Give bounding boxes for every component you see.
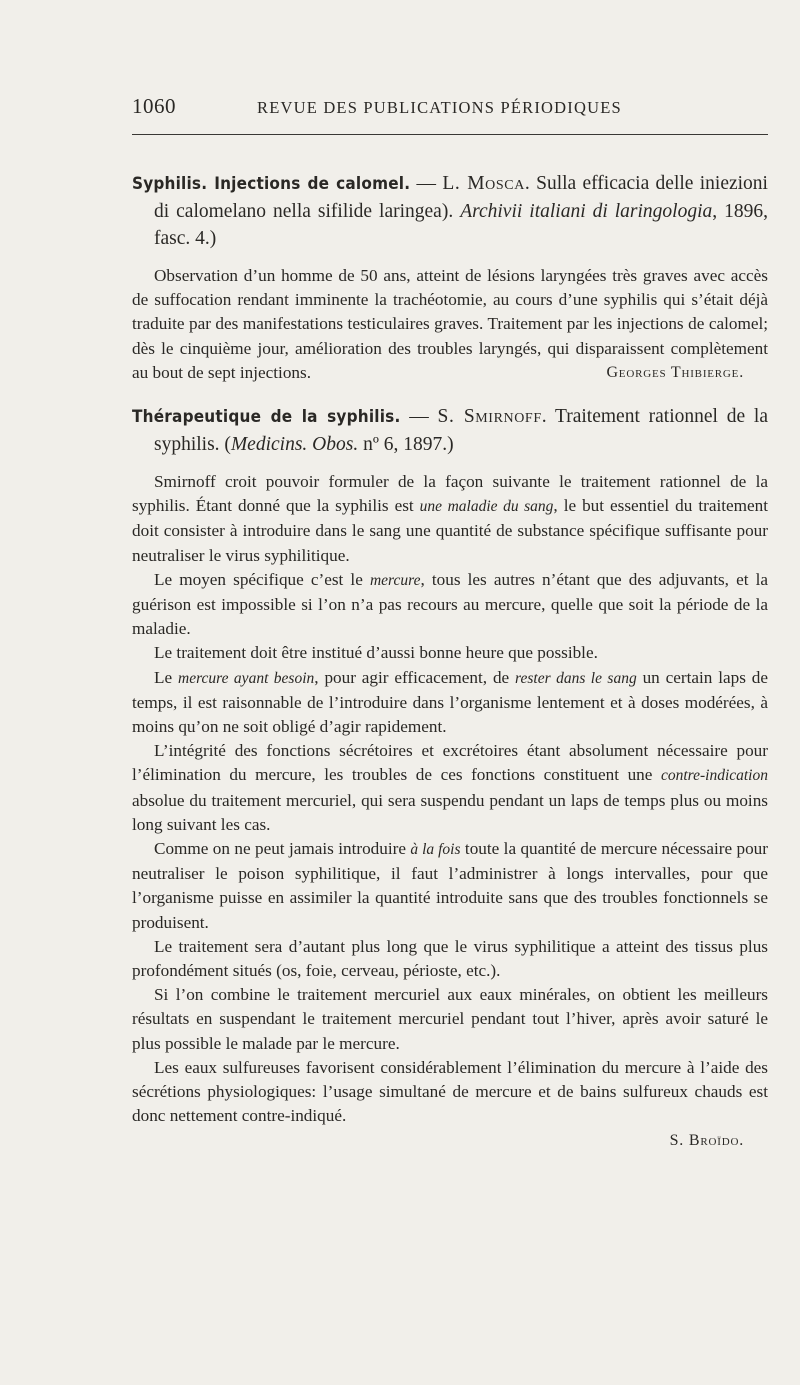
article-paragraph: Les eaux sulfureuses favorisent considérablement l’élimination du mercure à l’aide des sécrétions physiologiques: l’usage simultané de mercure et de bains sulfureux chauds est donc nettement contre-indiqué. xyxy=(132,1057,768,1126)
emphasis-text: à la fois xyxy=(410,841,461,859)
article-paragraph: Le traitement doit être institué d’aussi bonne heure que possible. xyxy=(154,643,598,663)
running-title: REVUE DES PUBLICATIONS PÉRIODIQUES xyxy=(257,98,622,117)
article-citation: nº 6, 1897.) xyxy=(358,434,454,456)
paragraph-text: , pour agir efficacement, de xyxy=(314,667,516,687)
article-title: . Traitement rationnel de la syphilis. ( xyxy=(154,406,768,456)
article-paragraph xyxy=(132,837,768,935)
paragraph-text: Smirnoff croit pouvoir formuler de la façon suivante le traitement rationnel de la syphilis. Étant donné que la syphilis est xyxy=(132,472,768,516)
article-paragraph: Si l’on combine le traitement mercuriel aux eaux minérales, on obtient les meilleurs résultats en suspendant le traitement mercuriel pendant tout l’hiver, après avoir saturé le plus possible le malade par le mercure. xyxy=(132,985,768,1053)
article-paragraph xyxy=(132,739,768,837)
article-journal: Medicins. Obos. xyxy=(230,434,359,456)
article-heading xyxy=(132,170,768,252)
page-content xyxy=(132,170,768,1153)
heading-dash: — xyxy=(400,406,438,428)
paragraph-text: absolue du traitement mercuriel, qui sera suspendu pendant un laps de temps plus ou moins long suivant les cas. xyxy=(132,790,768,834)
paragraph-text: Le moyen spécifique c’est le xyxy=(154,569,370,589)
article-journal: Archivii italiani di laringologia xyxy=(460,201,713,222)
article-signature: Georges Thibierge. xyxy=(606,363,744,381)
paragraph-text: Observation d’un homme de 50 ans, atteint de lésions laryngées très graves avec accès de suffocation rendant imminente la trachéotomie, au cours d’une syphilis qui s’était déjà traduite par des manifestations testiculaires graves. Traitement par les injections de calomel; dès le cinquième jour, amélioration des troubles laryngés, qui disparaissent complètement au bout de sept injections. xyxy=(132,266,768,382)
paragraph-text: Le xyxy=(154,667,178,687)
article-paragraph xyxy=(132,264,768,385)
article-paragraph xyxy=(132,568,768,642)
article-smirnoff xyxy=(132,403,768,1153)
article-paragraph xyxy=(132,470,768,568)
page-number: 1060 xyxy=(132,94,176,118)
emphasis-text: une maladie du sang xyxy=(419,498,554,516)
heading-dash: — xyxy=(410,173,443,194)
paragraph-text: un certain laps de temps, il est raisonnable de l’introduire dans l’organisme lentement et à doses modérées, à moins qu’on ne soit obligé d’agir rapidement. xyxy=(132,667,768,737)
emphasis-text: contre-indication xyxy=(660,767,768,785)
article-paragraph: Le traitement sera d’autant plus long que le virus syphilitique a atteint des tissus plus profondément situés (os, foie, cerveau, périoste, etc.). xyxy=(132,936,768,981)
paragraph-text: toute la quantité de mercure nécessaire pour neutraliser le poison syphilitique, il faut l’administrer à longs intervalles, pour que l’organisme puisse en assimiler la quantité introduite sans que des troubles fonctionnels se produisent. xyxy=(132,839,769,932)
header-rule xyxy=(132,134,768,135)
paragraph-text: , tous les autres n’étant que des adjuvants, et la guérison est impossible si l’on n’a pas recours au mercure, quelle que soit la période de la maladie. xyxy=(132,569,768,639)
article-signature: S. Broïdo. xyxy=(669,1131,744,1149)
emphasis-text: mercure ayant besoin xyxy=(178,669,315,687)
article-heading xyxy=(132,403,768,458)
article-topic: Syphilis. Injections de calomel. xyxy=(132,174,411,194)
article-paragraph xyxy=(132,666,768,740)
emphasis-text: rester dans le sang xyxy=(515,669,637,687)
page-header xyxy=(132,94,768,124)
article-citation: , 1896, fasc. 4.) xyxy=(154,201,769,249)
emphasis-text: mercure xyxy=(369,571,421,589)
paragraph-text: L’intégrité des fonctions sécrétoires et excrétoires étant absolument nécessaire pour l’élimination du mercure, les troubles de ces fonctions constituent une xyxy=(132,741,768,785)
article-topic: Thérapeutique de la syphilis. xyxy=(132,407,401,428)
article-title: . Sulla efficacia delle iniezioni di calomelano nella sifilide laringea). xyxy=(154,173,768,222)
paragraph-text: , le but essentiel du traitement doit consister à introduire dans le sang une quantité de substance spécifique suffisante pour neutraliser le virus syphilitique. xyxy=(132,496,768,565)
article-mosca xyxy=(132,170,768,385)
article-author: L. Mosca xyxy=(442,173,525,194)
paragraph-text: Comme on ne peut jamais introduire xyxy=(154,839,411,859)
article-author: S. Smirnoff xyxy=(437,406,542,428)
